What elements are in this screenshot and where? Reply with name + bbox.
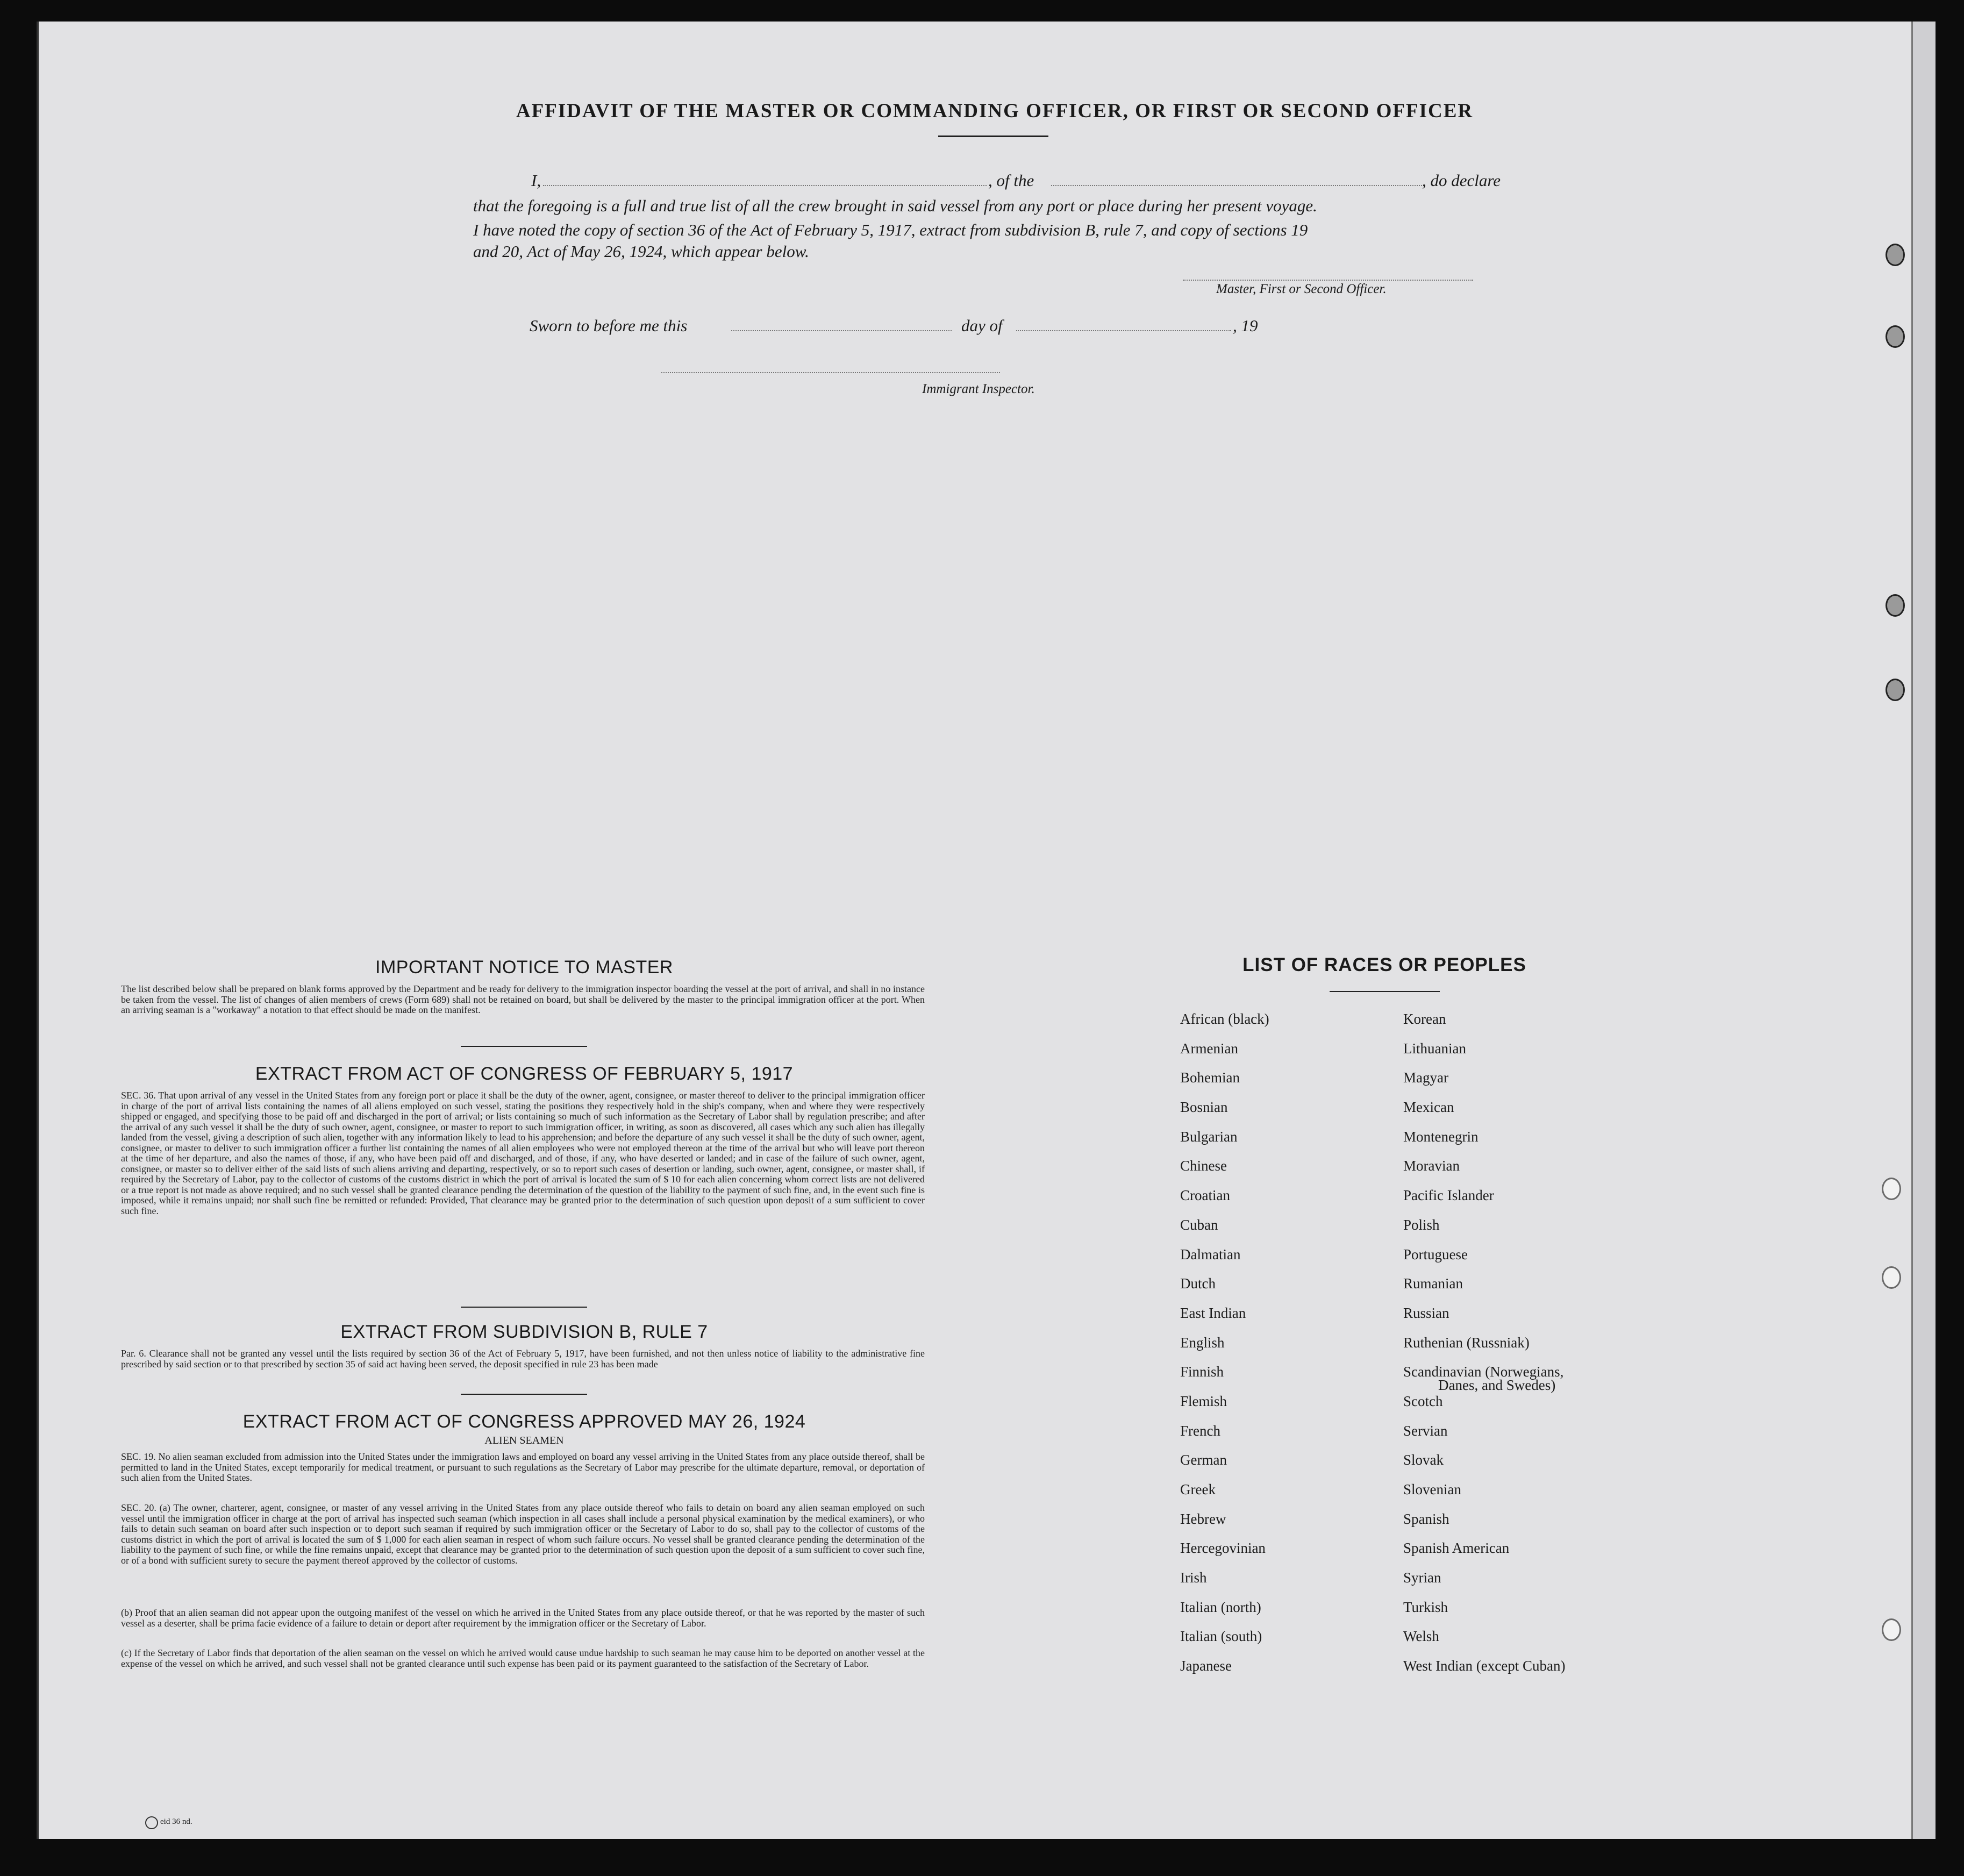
race-item: Finnish: [1180, 1364, 1224, 1380]
race-item: Dutch: [1180, 1275, 1216, 1292]
race-item: Korean: [1403, 1011, 1446, 1027]
race-item: Bohemian: [1180, 1069, 1240, 1086]
sec20b-text: (b) Proof that an alien seaman did not appear upon the outgoing manifest of the vessel on which he arrived in the United States from any place outside thereof, or that he was reported by the master of such vessel as a deserter, shall be prima facie evidence of a failure to detain or deport after requirement by the immigration officer or the Secretary of Labor.: [121, 1607, 925, 1629]
signature-label: Master, First or Second Officer.: [1216, 282, 1387, 296]
race-item: Italian (south): [1180, 1628, 1262, 1645]
extract-1924-title: EXTRACT FROM ACT OF CONGRESS APPROVED MAY 26, 1924: [242, 1411, 806, 1432]
inspector-signature-line: [661, 372, 1000, 373]
race-item: Italian (north): [1180, 1599, 1261, 1615]
races-rule: [1330, 991, 1440, 992]
page-edge-strip: [1911, 22, 1936, 1839]
race-item: Cuban: [1180, 1216, 1218, 1233]
notice-title: IMPORTANT NOTICE TO MASTER: [375, 957, 673, 978]
binding-hole: [1886, 325, 1905, 348]
section-rule: [461, 1046, 587, 1047]
binding-hole: [1882, 1266, 1901, 1289]
day-of-label: day of: [961, 316, 1003, 335]
race-item: Magyar: [1403, 1069, 1448, 1086]
race-item: Syrian: [1403, 1570, 1441, 1586]
race-item: Bosnian: [1180, 1099, 1228, 1116]
race-item: Spanish: [1403, 1510, 1449, 1527]
races-continuation: Danes, and Swedes): [1438, 1377, 1556, 1393]
race-item: Bulgarian: [1180, 1128, 1238, 1145]
vessel-blank-line: [1051, 185, 1422, 186]
race-item: English: [1180, 1334, 1225, 1351]
race-item: Flemish: [1180, 1393, 1227, 1409]
race-item: Pacific Islander: [1403, 1187, 1494, 1204]
race-item: German: [1180, 1452, 1227, 1468]
race-item: Slovak: [1403, 1452, 1444, 1468]
race-item: Rumanian: [1403, 1275, 1463, 1292]
race-item: East Indian: [1180, 1304, 1246, 1321]
races-title: LIST OF RACES OR PEOPLES: [1242, 954, 1526, 975]
race-item: Mexican: [1403, 1099, 1454, 1116]
race-item: Japanese: [1180, 1658, 1232, 1674]
race-item: Welsh: [1403, 1628, 1439, 1645]
day-blank-line: [731, 330, 952, 331]
binding-hole: [1882, 1178, 1901, 1200]
extract-1924-subtitle: ALIEN SEAMEN: [484, 1435, 564, 1446]
signature-line: [1183, 280, 1473, 281]
race-item: Russian: [1403, 1304, 1449, 1321]
race-item: Greek: [1180, 1481, 1216, 1497]
race-item: French: [1180, 1422, 1220, 1439]
union-label-icon: [145, 1816, 158, 1829]
race-item: Dalmatian: [1180, 1246, 1241, 1262]
sec20c-text: (c) If the Secretary of Labor finds that deportation of the alien seaman on the vessel on which he arrived would cause undue hardship to such seaman he may cause him to be deported on another vessel at the expense of the vessel on which he arrived, and such vessel shall not be granted clearance until such expense has been paid or its payment guaranteed to the satisfaction of the Secretary of Labor.: [121, 1647, 925, 1669]
race-item: Polish: [1403, 1216, 1440, 1233]
race-item: Lithuanian: [1403, 1040, 1466, 1057]
section-rule: [461, 1307, 587, 1308]
race-item: Hercegovinian: [1180, 1540, 1266, 1557]
race-item: Servian: [1403, 1422, 1448, 1439]
extract-rule7-title: EXTRACT FROM SUBDIVISION B, RULE 7: [340, 1322, 708, 1342]
race-item: African (black): [1180, 1011, 1269, 1027]
race-item: Portuguese: [1403, 1246, 1468, 1262]
affidavit-body-line-1: that the foregoing is a full and true list of all the crew brought in said vessel from any port or place during her present voyage.: [473, 196, 1317, 215]
affidavit-do-declare: , do declare: [1422, 171, 1501, 190]
race-item: Spanish American: [1403, 1540, 1510, 1557]
document-page: [37, 22, 1918, 1839]
left-page-edge: [37, 22, 39, 1839]
race-item: Scotch: [1403, 1393, 1443, 1409]
binding-hole: [1886, 244, 1905, 266]
title-rule: [938, 135, 1048, 137]
races-column-2: [1403, 1004, 1565, 1681]
binding-hole: [1886, 594, 1905, 617]
year-prefix: , 19: [1233, 316, 1258, 335]
race-item: Chinese: [1180, 1158, 1227, 1174]
race-item: Moravian: [1403, 1158, 1460, 1174]
inspector-label: Immigrant Inspector.: [922, 382, 1035, 396]
extract-1917-text: SEC. 36. That upon arrival of any vessel in the United States from any foreign port or place it shall be the duty of the owner, agent, consignee, or master thereof to deliver to the principal immigration officer in charge of the port of arrival lists containing the names of all aliens employed on such vessel, stating the positions they respectively hold in the ship's company, when and where they were respectively shipped or engaged, and specifying those to be paid off and discharged in the port of arrival; or lists containing so much of such information as the Secretary of Labor shall by regulation prescribe; and after the arrival of any such vessel it shall be the duty of such owner, agent, consignee, or master to report to such immigration officer, in writing, as soon as discovered, all cases which any such alien has illegally landed from the vessel, giving a description of such alien, together with any information likely to lead to his apprehension; and before the departure of any such vessel it shall be the duty of such owner, agent, consignee, or master to deliver to such immigration officer a further list containing the names of all alien employees who were not employed thereon at the time of the arrival but who will leave port thereon at the time of her departure, and also the names of those, if any, who have been paid off and discharged, and of those, if any, who have deserted or landed; and in case of the failure of such owner, agent, consignee, or master so to deliver either of the said lists of such aliens arriving and departing, respectively, or so to report such cases of desertion or landing, such owner, agent, consignee, or master shall, if required by the Secretary of Labor, pay to the collector of customs of the customs district in which the port of arrival is located the sum of $ 10 for each alien concerning whom correct lists are not delivered or a true report is not made as above required; and no such vessel shall be granted clearance pending the determination of the question of the liability to the payment of such fine, and, in the event such fine is imposed, while it remains unpaid; nor shall such fine be remitted or refunded: Provided, That clearance may be granted prior to the determination of such question upon deposit of a sum sufficient to cover such fine.: [121, 1090, 925, 1216]
binding-hole: [1886, 679, 1905, 701]
notice-text: The list described below shall be prepared on blank forms approved by the Department and be ready for delivery to the immigration inspector boarding the vessel at the port of arrival, and shall in no instance be taken from the vessel. The list of changes of alien members of crews (Form 689) shall not be retained on board, but shall be delivered by the master to the principal immigration officer at the port. When an arriving seaman is a "workaway" a notation to that effect should be made on the manifest.: [121, 983, 925, 1015]
affidavit-i-prefix: I,: [531, 171, 541, 190]
sworn-prefix: Sworn to before me this: [530, 316, 688, 335]
race-item: Scandinavian (Norwegians,: [1403, 1364, 1564, 1380]
name-blank-line: [543, 185, 987, 186]
section-rule: [461, 1394, 587, 1395]
race-item: Montenegrin: [1403, 1128, 1479, 1145]
sec20a-text: SEC. 20. (a) The owner, charterer, agent, consignee, or master of any vessel arriving in the United States from any place outside thereof who fails to detain on board any alien seaman employed on such vessel until the immigration officer in charge at the port of arrival has inspected such seaman (which inspection in all cases shall include a personal physical examination by the medical examiners), or who fails to detain such seaman on board after such inspection or to deport such seaman if required by such immigration officer or the Secretary of Labor to do so, shall pay to the collector of customs of the customs district in which the port of arrival is located the sum of $ 1,000 for each alien seaman in respect of whom such failure occurs. No vessel shall be granted clearance pending the determination of the liability to the payment of such fine, or while the fine remains unpaid, except that clearance may be granted prior to the determination of such question upon the deposit of a sum sufficient to cover such fine, or of a bond with sufficient surety to secure the payment thereof approved by the collector of customs.: [121, 1502, 925, 1566]
sec19-text: SEC. 19. No alien seaman excluded from admission into the United States under the immigration laws and employed on board any vessel arriving in the United States from any place outside thereof, shall be permitted to land in the United States, except temporarily for medical treatment, or pursuant to such regulations as the Secretary of Labor may prescribe for the ultimate departure, removal, or deportation of such alien from the United States.: [121, 1451, 925, 1483]
right-page-edge: [1911, 22, 1913, 1839]
races-column-1: [1180, 1004, 1269, 1681]
race-item: Armenian: [1180, 1040, 1238, 1057]
race-item: Turkish: [1403, 1599, 1448, 1615]
race-item: Ruthenian (Russniak): [1403, 1334, 1530, 1351]
race-item: West Indian (except Cuban): [1403, 1658, 1566, 1674]
month-blank-line: [1016, 330, 1231, 331]
extract-rule7-text: Par. 6. Clearance shall not be granted any vessel until the lists required by section 36 of the Act of February 5, 1917, have been furnished, and not then unless notice of liability to the administrative fine prescribed by said section or to that prescribed by section 35 of said act having been served, the deposit specified in rule 23 has been made: [121, 1348, 925, 1369]
binding-hole: [1882, 1618, 1901, 1641]
race-item: Slovenian: [1403, 1481, 1461, 1497]
affidavit-of-the: , of the: [988, 171, 1034, 190]
extract-1917-title: EXTRACT FROM ACT OF CONGRESS OF FEBRUARY 5, 1917: [255, 1064, 794, 1084]
race-item: Hebrew: [1180, 1510, 1226, 1527]
race-item: Irish: [1180, 1570, 1207, 1586]
footer-code: eid 36 nd.: [160, 1817, 192, 1826]
affidavit-body-line-3: and 20, Act of May 26, 1924, which appear below.: [473, 242, 809, 261]
affidavit-body-line-2: I have noted the copy of section 36 of the Act of February 5, 1917, extract from subdivision B, rule 7, and copy of sections 19: [473, 220, 1308, 239]
affidavit-title: AFFIDAVIT OF THE MASTER OR COMMANDING OFFICER, OR FIRST OR SECOND OFFICER: [516, 100, 1474, 122]
race-item: Croatian: [1180, 1187, 1230, 1204]
